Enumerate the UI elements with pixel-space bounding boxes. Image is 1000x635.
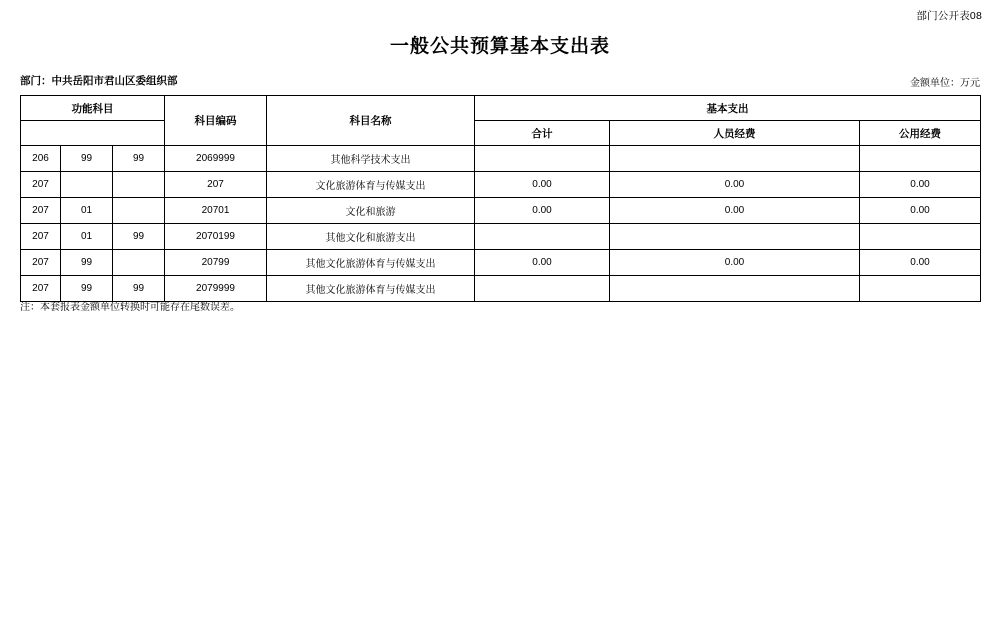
cell-xiang: 99: [113, 276, 165, 302]
cell-total: [475, 146, 610, 172]
cell-public: 0.00: [860, 250, 981, 276]
header-total: 合计: [475, 121, 610, 146]
cell-total: [475, 276, 610, 302]
cell-name: 其他科学技术支出: [267, 146, 475, 172]
header-subject-code: 科目编码: [165, 96, 267, 146]
cell-class: 207: [21, 172, 61, 198]
header-basic-expenditure: 基本支出: [475, 96, 981, 121]
cell-xiang: 99: [113, 146, 165, 172]
cell-class: 207: [21, 250, 61, 276]
cell-total: 0.00: [475, 250, 610, 276]
cell-public: [860, 146, 981, 172]
cell-public: 0.00: [860, 198, 981, 224]
table-row: [21, 250, 981, 276]
cell-kuan: 99: [61, 276, 113, 302]
cell-kuan: 99: [61, 146, 113, 172]
department-label: 部门：中共岳阳市君山区委组织部: [20, 75, 178, 87]
table-row: [21, 146, 981, 172]
cell-total: 0.00: [475, 198, 610, 224]
cell-kuan: 99: [61, 250, 113, 276]
table-header-row-2: [21, 121, 981, 146]
table-row: [21, 172, 981, 198]
page-title: 一般公共预算基本支出表: [389, 35, 610, 57]
table-row: [21, 224, 981, 250]
cell-name: 其他文化和旅游支出: [267, 224, 475, 250]
cell-personnel: 0.00: [610, 172, 860, 198]
footer-note: 注：本套报表金额单位转换时可能存在尾数误差。: [20, 302, 240, 313]
cell-personnel: 0.00: [610, 198, 860, 224]
cell-code: 20701: [165, 198, 267, 224]
table-row: [21, 198, 981, 224]
cell-name: 其他文化旅游体育与传媒支出: [267, 250, 475, 276]
header-subject-name: 科目名称: [267, 96, 475, 146]
cell-class: 207: [21, 276, 61, 302]
header-public: 公用经费: [860, 121, 981, 146]
table-header-row-1: [21, 96, 981, 121]
amount-unit-label: 金额单位：万元: [910, 78, 980, 89]
cell-kuan: [61, 172, 113, 198]
cell-code: 20799: [165, 250, 267, 276]
table-body: [21, 146, 981, 302]
cell-name: 其他文化旅游体育与传媒支出: [267, 276, 475, 302]
cell-name: 文化和旅游: [267, 198, 475, 224]
cell-code: 207: [165, 172, 267, 198]
cell-total: [475, 224, 610, 250]
cell-total: 0.00: [475, 172, 610, 198]
cell-personnel: [610, 146, 860, 172]
cell-public: 0.00: [860, 172, 981, 198]
cell-public: [860, 224, 981, 250]
table-head: [21, 96, 981, 146]
cell-personnel: [610, 276, 860, 302]
header-function-subject: 功能科目: [21, 96, 165, 121]
cell-kuan: 01: [61, 224, 113, 250]
cell-code: 2070199: [165, 224, 267, 250]
header-personnel: 人员经费: [610, 121, 860, 146]
header-function-subject-blank: [21, 121, 165, 146]
cell-personnel: 0.00: [610, 250, 860, 276]
cell-public: [860, 276, 981, 302]
cell-xiang: [113, 250, 165, 276]
cell-kuan: 01: [61, 198, 113, 224]
budget-table: [20, 95, 981, 302]
cell-class: 206: [21, 146, 61, 172]
cell-xiang: 99: [113, 224, 165, 250]
cell-xiang: [113, 198, 165, 224]
cell-class: 207: [21, 198, 61, 224]
cell-personnel: [610, 224, 860, 250]
cell-name: 文化旅游体育与传媒支出: [267, 172, 475, 198]
cell-class: 207: [21, 224, 61, 250]
cell-xiang: [113, 172, 165, 198]
cell-code: 2069999: [165, 146, 267, 172]
cell-code: 2079999: [165, 276, 267, 302]
form-code: 部门公开表08: [916, 10, 982, 22]
